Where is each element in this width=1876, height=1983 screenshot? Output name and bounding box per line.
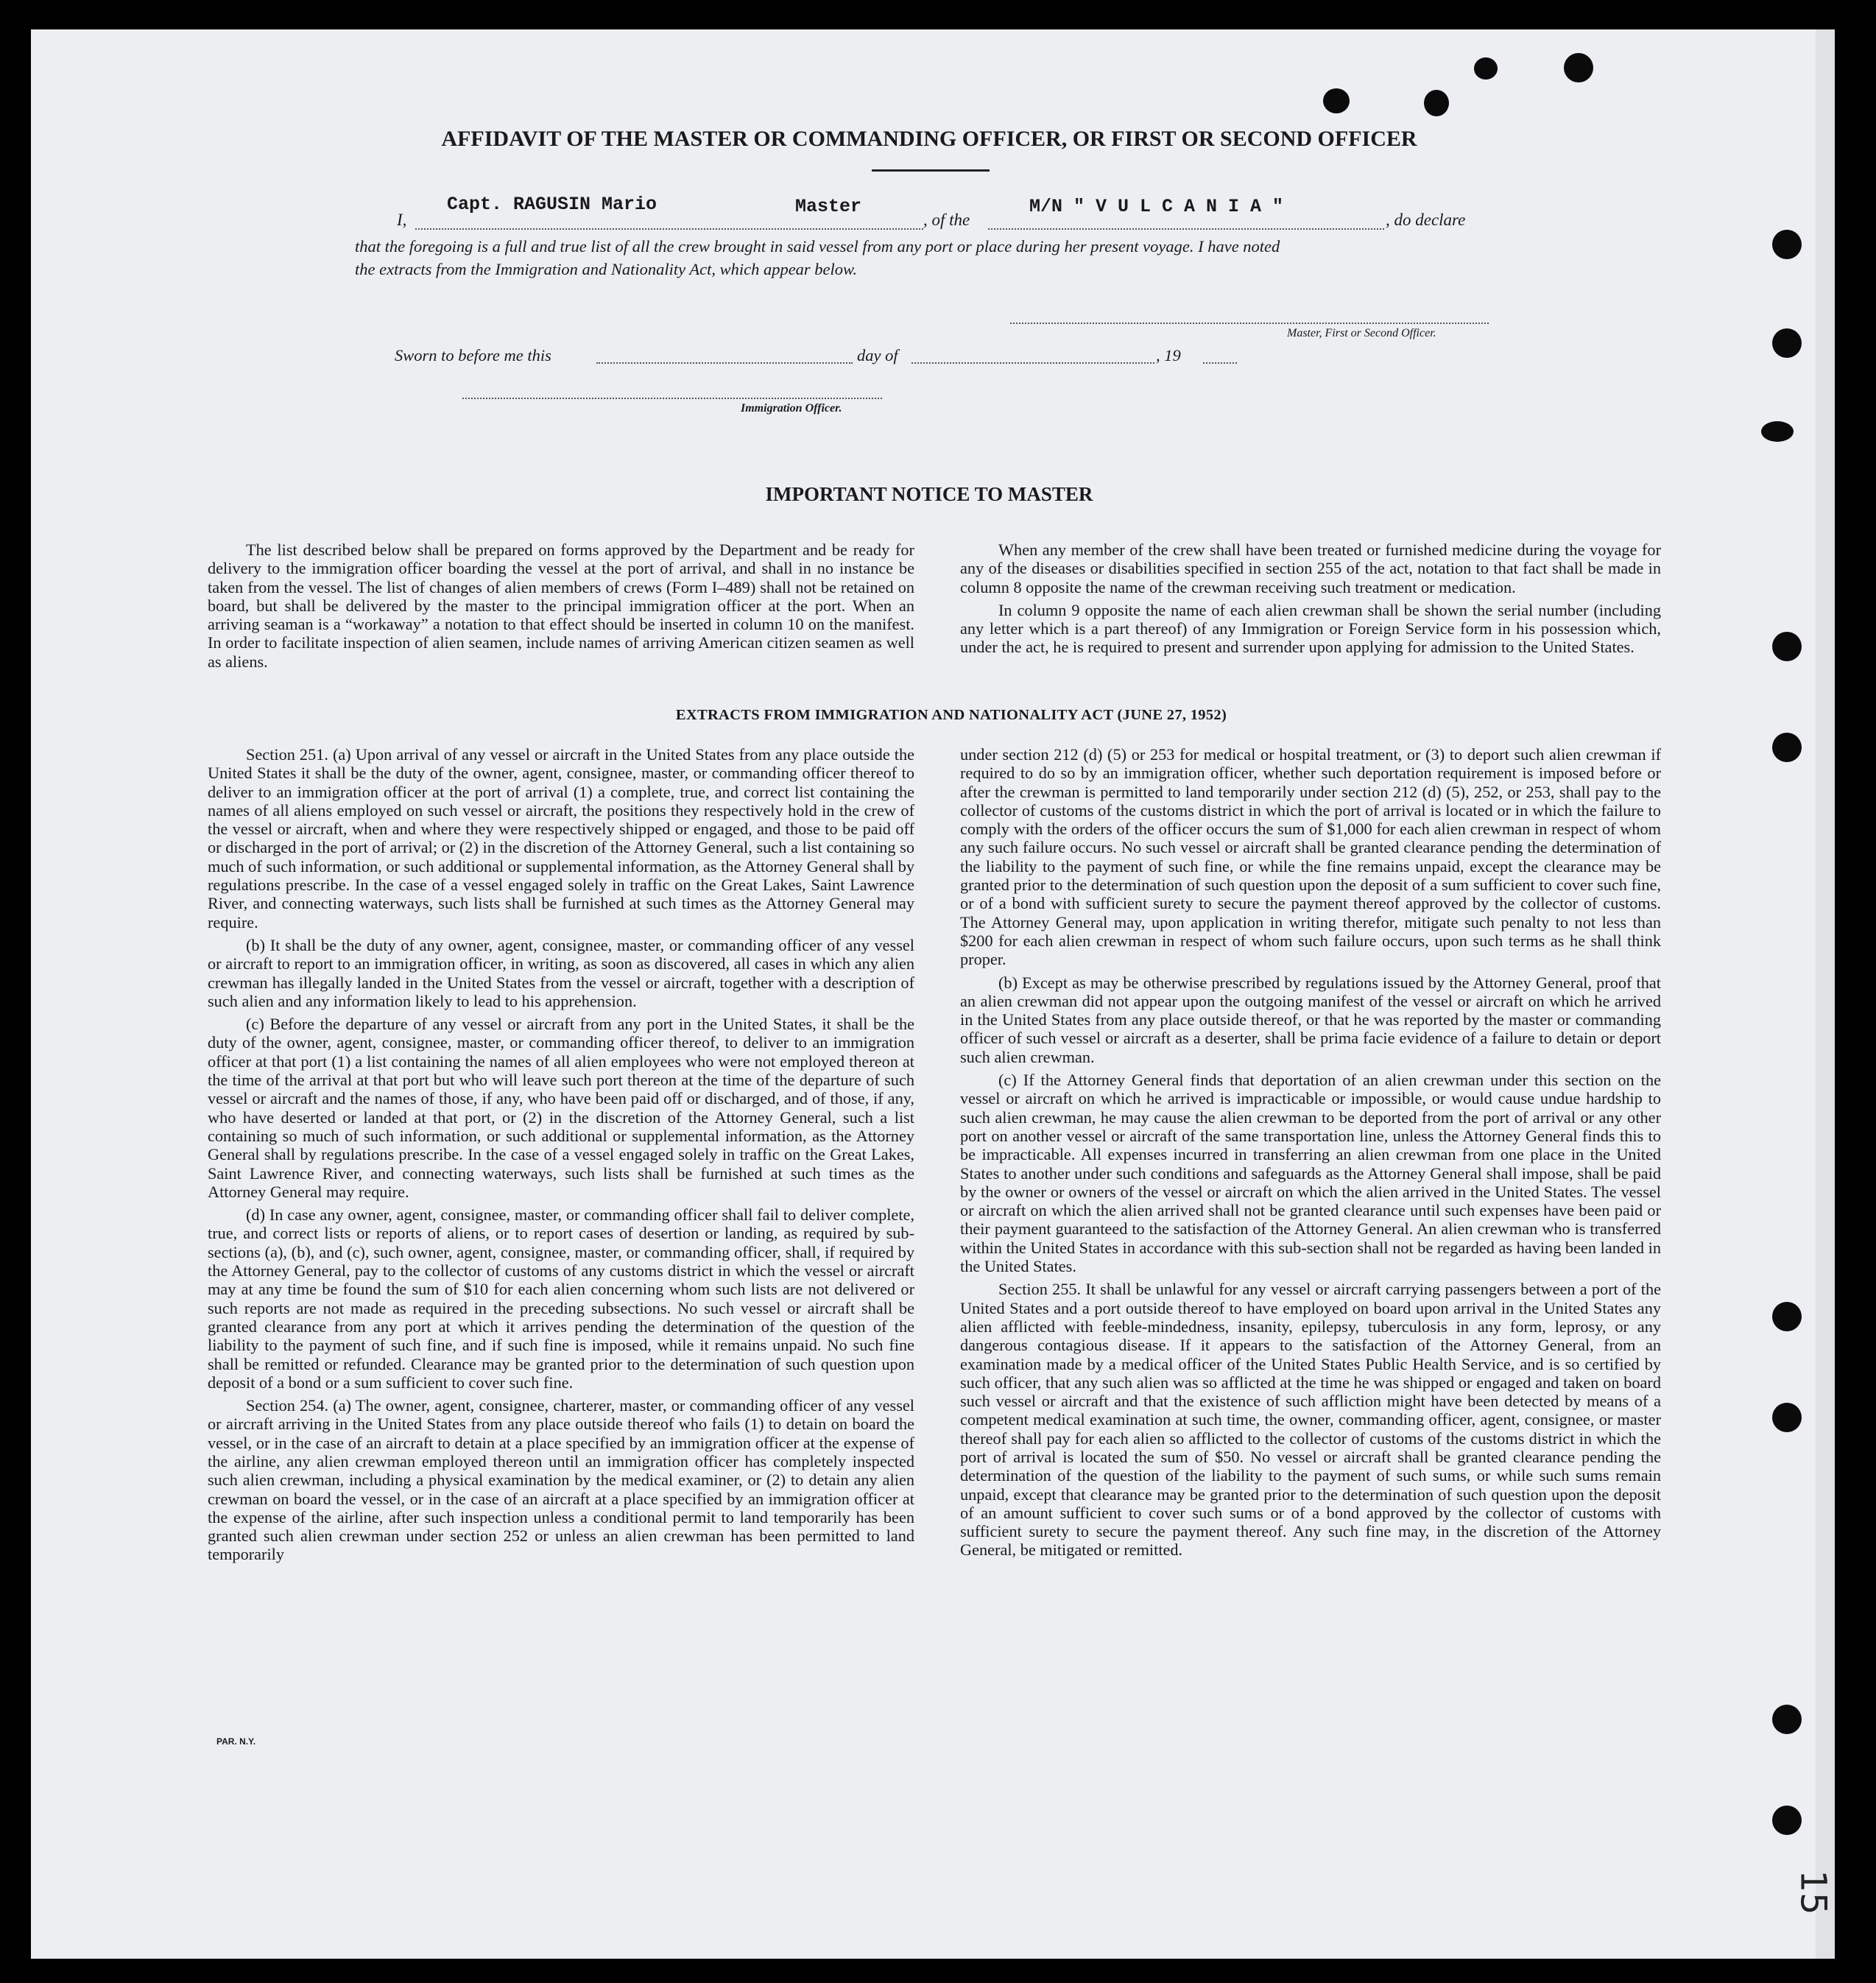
- day-of-label: day of: [857, 346, 898, 364]
- act-paragraph: Section 255. It shall be unlawful for any vessel or aircraft carrying passengers between a port of the United States and a port outside thereof to have employed on board upon arrival in the United States any alien afflicted with feeble-mindedness, insanity, epilepsy, tuberculosis in any form, leprosy, or any dangerous contagious disease. If it appears to the satisfaction of the Attorney General, from an examination made by a medical officer of the United States Public Health Service, and is so certified by such officer, that any such alien was so afflicted at the time he was shipped or engaged and taken on board such vessel or aircraft and that the existence of such affliction might have been detected by means of a competent medical examination at such time, the owner, commanding officer, agent, consignee, or master thereof shall pay for each alien so afflicted to the collector of customs of the customs district in which the port of arrival is located the sum of $50. No vessel or aircraft shall be granted clearance pending the determination of the question of the liability to the payment of such sums, or while such sums remain unpaid, except that clearance may be granted prior to the determination of such question upon the deposit of an amount sufficient to cover such sums or of a bond approved by the collector of customs with sufficient surety to secure the payment thereof. Any such fine may, in the discretion of the Attorney General, be mitigated or remitted.: [960, 1280, 1661, 1560]
- notice-paragraph: When any member of the crew shall have been treated or furnished medicine during the voyage for any of the diseases or disabilities specified in section 255 of the act, notation to that fact shall be made in column 8 opposite the name of the crewman receiving such treatment or medication.: [960, 540, 1661, 596]
- sworn-year-line: [1203, 362, 1237, 364]
- officer-caption: Immigration Officer.: [741, 402, 842, 415]
- extracts-heading: EXTRACTS FROM IMMIGRATION AND NATIONALITY ACT (JUNE 27, 1952): [675, 707, 1227, 723]
- vessel-name-value: M/N " V U L C A N I A ": [1029, 196, 1284, 217]
- act-paragraph: (c) Before the departure of any vessel or aircraft from any port in the United States, it shall be the duty of the owner, agent, consignee, master, or commanding officer thereof, to deliver to an immigration officer at that port (1) a list containing the names of all alien employees who were not employed thereon at the time of the arrival at that port but who will leave such port thereon at the time of the departure of such vessel or aircraft and the names of those, if any, who have been paid off or discharged, and of those, if any, who have deserted or landed at that port, or (2) in the discretion of the Attorney General, such a list containing so much of such information, or such additional or supplemental information, as the Attorney General shall by regulations prescribe. In the case of a vessel engaged solely in traffic on the Great Lakes, Saint Lawrence River, and connecting waterways, such lists shall be furnished at such times as the Attorney General may require.: [208, 1015, 914, 1201]
- binder-hole: [1772, 1705, 1802, 1734]
- act-paragraph: (b) It shall be the duty of any owner, agent, consignee, master, or commanding officer of any vessel or aircraft to report to an immigration officer, in writing, as soon as discovered, all cases in which any alien crewman has illegally landed in the United States from the vessel or aircraft, together with a description of such alien and any information likely to lead to his apprehension.: [208, 935, 914, 1010]
- punch-mark: [1474, 57, 1498, 80]
- sworn-label: Sworn to before me this: [395, 346, 551, 364]
- title-rule: [872, 169, 990, 172]
- binder-hole: [1772, 1403, 1802, 1432]
- sworn-day-line: [596, 362, 853, 364]
- binder-hole: [1772, 328, 1802, 358]
- act-paragraph: (d) In case any owner, agent, consignee, master, or commanding officer shall fail to deliver complete, true, and correct lists or reports of aliens, or to report cases of desertion or landing, as required by sub-sections (a), (b), and (c), such owner, agent, consignee, master, or commanding officer, shall, if required by the Attorney General, pay to the collector of customs of any customs district in which the vessel or aircraft may at any time be found the sum of $10 for each alien concerning whom such lists are not delivered or such reports are not made as required in the preceding subsections. No such vessel or aircraft shall be granted clearance from any port at which it arrives pending the determination of the question of the liability to the payment of such fine, and if such fine is imposed, while it remains unpaid. No such fine shall be remitted or refunded. Clearance may be granted prior to the determination of such question upon deposit of a bond or a sum sufficient to cover such fine.: [208, 1205, 914, 1392]
- punch-mark: [1323, 88, 1350, 113]
- punch-mark: [1424, 90, 1449, 116]
- pronoun-label: I,: [397, 211, 407, 229]
- binder-hole: [1772, 632, 1802, 661]
- of-the-label: , of the: [923, 211, 970, 229]
- binder-hole: [1772, 733, 1802, 762]
- act-paragraph: Section 254. (a) The owner, agent, consignee, charterer, master, or commanding officer of any vessel or aircraft arriving in the United States from any place outside thereof who fails (1) to detain on board the vessel, or in the case of an aircraft to detain at a place specified by an immigration officer at the expense of the airline, any alien crewman employed thereon until an immigration officer has completely inspected such alien crewman, including a physical examination by the medical examiner, or (2) to detain any alien crewman on board the vessel, or in the case of an aircraft at a place specified by an immigration officer at the expense of the airline, after such inspection unless a conditional permit to land temporarily has been granted such alien crewman under section 252 or unless an alien crewman has been permitted to land temporarily: [208, 1396, 914, 1564]
- notice-paragraph: In column 9 opposite the name of each alien crewman shall be shown the serial number (including any letter which is a part thereof) of any Immigration or Foreign Service form in his possession which, under the act, he is required to present and surrender upon applying for admission to the United States.: [960, 600, 1661, 657]
- master-rank-value: Master: [795, 196, 862, 217]
- notice-left-column: [208, 540, 914, 675]
- handwritten-page-number: 15: [1792, 1870, 1834, 1915]
- binder-hole: [1772, 1302, 1802, 1331]
- master-signature-caption: Master, First or Second Officer.: [1287, 327, 1436, 339]
- name-field-line: [415, 228, 923, 230]
- extracts-left-column: [208, 745, 914, 1568]
- binder-hole: [1772, 1806, 1802, 1835]
- declaration-line-2: the extracts from the Immigration and Nationality Act, which appear below.: [355, 260, 858, 278]
- notice-paragraph: The list described below shall be prepared on forms approved by the Department and be ready for delivery to the immigration officer boarding the vessel at the port of arrival, and shall in no instance be taken from the vessel. The list of changes of alien members of crews (Form I–489) shall not be retained on board, but shall be delivered by the master to the principal immigration officer at the port. When an arriving seaman is a “workaway” a notation to that effect should be inserted in column 10 on the manifest. In order to facilitate inspection of alien seamen, include names of arriving American citizen seamen as well as aliens.: [208, 540, 914, 671]
- year-label: , 19: [1156, 346, 1181, 364]
- notice-heading: IMPORTANT NOTICE TO MASTER: [765, 483, 1093, 505]
- document-page: [31, 29, 1835, 1959]
- master-signature-line: [1010, 323, 1489, 324]
- officer-signature-line: [462, 398, 882, 399]
- extracts-right-column: [960, 745, 1661, 1564]
- do-declare-label: , do declare: [1386, 211, 1466, 229]
- binder-hole: [1564, 53, 1593, 82]
- printer-mark: PAR. N.Y.: [216, 1736, 256, 1747]
- act-paragraph: Section 251. (a) Upon arrival of any vessel or aircraft in the United States from any place outside the United States it shall be the duty of the owner, agent, consignee, master, or commanding officer thereof to deliver to an immigration officer at the port of arrival (1) a complete, true, and correct list containing the names of all aliens employed on such vessel or aircraft, the positions they respectively hold in the crew of the vessel or aircraft, when and where they were respectively shipped or engaged, and those to be paid off or discharged in the port of arrival; or (2) in the discretion of the Attorney General, such a list containing so much of such information, or such additional or supplemental information, as the Attorney General shall by regulations prescribe. In the case of a vessel engaged solely in traffic on the Great Lakes, Saint Lawrence River, and connecting waterways, such lists shall be furnished at such times as the Attorney General may require.: [208, 745, 914, 931]
- act-paragraph: under section 212 (d) (5) or 253 for medical or hospital treatment, or (3) to deport such alien crewman if required to do so by an immigration officer, whether such deportation requirement is imposed before or after the crewman is permitted to land temporarily under section 212 (d) (5), 252, or 253, shall pay to the collector of customs of the customs district in which the port of arrival is located or in which the failure to comply with the orders of the officer occurs the sum of $1,000 for each alien crewman in respect of whom any such failure occurs. No such vessel or aircraft shall be granted clearance pending the determination of the liability to the payment of such fine, or while the fine remains unpaid, except the clearance may be granted prior to the determination of such question upon the deposit of a sum sufficient to cover such fine, or of a bond with sufficient surety to secure the payment thereof approved by the collector of customs. The Attorney General may, upon application in writing therefor, mitigate such penalty to not less than $200 for each alien crewman in respect of whom such failure occurs, upon such terms as he shall think proper.: [960, 745, 1661, 969]
- binder-hole: [1772, 230, 1802, 259]
- declaration-line-1: that the foregoing is a full and true list of all the crew brought in said vessel from any port or place during her present voyage. I have noted: [355, 237, 1280, 256]
- page-edge-shadow: [1816, 29, 1835, 1959]
- notice-right-column: [960, 540, 1661, 661]
- affidavit-title: AFFIDAVIT OF THE MASTER OR COMMANDING OFFICER, OR FIRST OR SECOND OFFICER: [441, 127, 1417, 151]
- sworn-month-line: [911, 362, 1154, 364]
- act-paragraph: (b) Except as may be otherwise prescribed by regulations issued by the Attorney General, proof that an alien crewman did not appear upon the outgoing manifest of the vessel or aircraft on which he arrived in the United States from any place outside thereof, or that he was reported by the master or commanding officer of such vessel or aircraft as a deserter, shall be prima facie evidence of a failure to detain or deport such alien crewman.: [960, 973, 1661, 1066]
- vessel-field-line: [988, 228, 1384, 230]
- master-name-value: Capt. RAGUSIN Mario: [447, 194, 657, 215]
- act-paragraph: (c) If the Attorney General finds that deportation of an alien crewman under this section on the vessel or aircraft on which he arrived is impracticable or impossible, or would cause undue hardship to such alien crewman, he may cause the alien crewman to be deported from the port of arrival or any other port on another vessel or aircraft of the same transportation line, unless the Attorney General finds this to be impracticable. All expenses incurred in transferring an alien crewman from one place in the United States to another under such conditions and safeguards as the Attorney General shall impose, shall be paid by the owner or owners of the vessel or aircraft on which the alien arrived in the United States. The vessel or aircraft on which the alien arrived shall not be granted clearance until such expenses have been paid or their payment guaranteed to the satisfaction of the Attorney General. An alien crewman who is transferred within the United States in accordance with this sub-section shall not be regarded as having been landed in the United States.: [960, 1071, 1661, 1276]
- punch-mark: [1761, 421, 1794, 442]
